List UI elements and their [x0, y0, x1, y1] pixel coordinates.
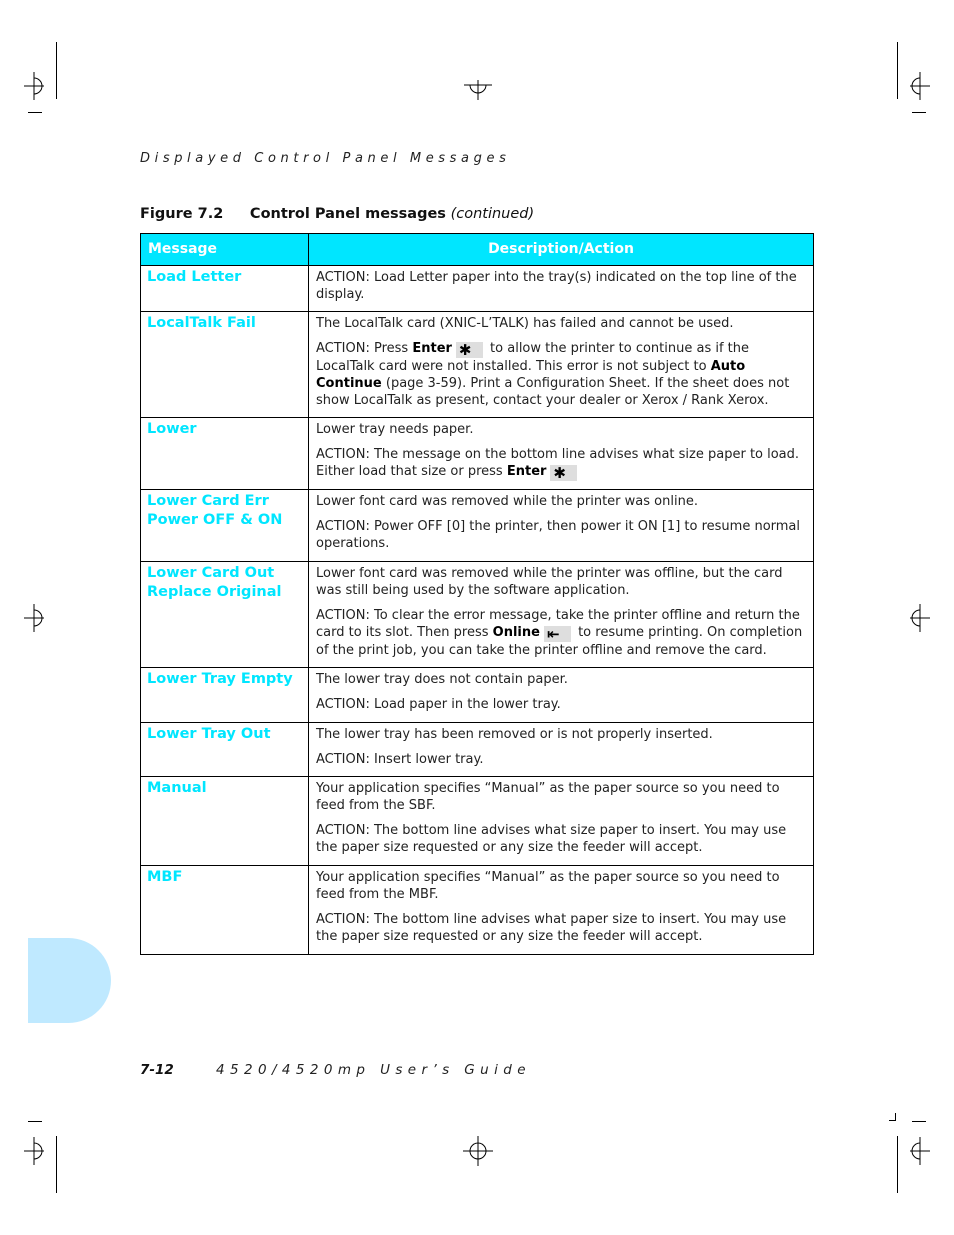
message-cell: [141, 668, 309, 723]
message-name: LocalTalk Fail: [147, 315, 256, 331]
table-row: [141, 490, 814, 562]
table-row: [141, 312, 814, 418]
action-paragraph: ACTION: The bottom line advises what size paper to insert. You may use the paper size requested or any size the feeder will accept.: [316, 823, 787, 855]
description-paragraph: The lower tray has been removed or is not properly inserted.: [316, 727, 713, 742]
action-paragraph: [316, 446, 806, 481]
message-name: Lower: [147, 421, 197, 437]
enter-key-icon: ✱: [550, 465, 577, 481]
message-name: Lower Card Out: [147, 565, 275, 581]
message-name: MBF: [147, 869, 183, 885]
description-cell: [309, 723, 814, 777]
crop-mark: [897, 42, 898, 99]
table-header-row: [141, 234, 814, 266]
table-row: [141, 668, 814, 723]
action-text: ACTION: Press: [316, 341, 413, 356]
description-cell: [309, 418, 814, 490]
message-name-line-2: Replace Original: [147, 584, 282, 600]
action-paragraph: ACTION: Load paper in the lower tray.: [316, 697, 561, 712]
crop-mark: [895, 1113, 896, 1121]
description-paragraph: The lower tray does not contain paper.: [316, 672, 568, 687]
table-row: [141, 562, 814, 668]
figure-caption: [140, 206, 534, 222]
message-cell: [141, 266, 309, 312]
action-paragraph: ACTION: The bottom line advises what paper size to insert. You may use the paper size requested or any size the feeder will accept.: [316, 912, 787, 944]
enter-key-icon: ✱: [456, 342, 483, 358]
message-name: Lower Card Err: [147, 493, 269, 509]
registration-mark-icon: [24, 604, 44, 632]
table-row: [141, 418, 814, 490]
description-paragraph: Your application specifies “Manual” as the paper source so you need to feed from the MBF.: [316, 870, 780, 902]
online-key-label: Online: [492, 625, 540, 640]
action-text: ACTION: The message on the bottom line advises what size paper to load. Either load that size or press: [316, 447, 800, 479]
registration-mark-icon: [910, 604, 930, 632]
message-cell: [141, 490, 309, 562]
message-cell: [141, 562, 309, 668]
crop-mark: [28, 112, 42, 113]
description-cell: [309, 490, 814, 562]
message-cell: [141, 418, 309, 490]
crop-mark: [56, 42, 57, 99]
registration-mark-icon: [24, 72, 44, 100]
description-paragraph: Lower font card was removed while the printer was online.: [316, 494, 698, 509]
registration-mark-icon: [463, 1136, 493, 1166]
figure-title: Control Panel messages: [249, 206, 446, 222]
figure-number: Figure 7.2: [140, 206, 224, 222]
description-paragraph: ACTION: Load Letter paper into the tray(s) indicated on the top line of the display.: [316, 270, 797, 302]
registration-mark-icon: [24, 1137, 44, 1165]
action-text: (page 3-59). Print a Configuration Sheet. If the sheet does not show LocalTalk as present, contact your dealer or Xerox / Rank Xerox.: [316, 376, 790, 408]
description-paragraph: Lower font card was removed while the printer was offline, but the card was still being used by the software application.: [316, 566, 783, 598]
description-cell: [309, 866, 814, 955]
description-cell: [309, 777, 814, 866]
chapter-tab: [28, 938, 111, 1023]
message-name: Lower Tray Empty: [147, 671, 293, 687]
action-paragraph: ACTION: Insert lower tray.: [316, 752, 484, 767]
auto-continue-label: Auto Continue: [316, 359, 746, 391]
description-cell: [309, 266, 814, 312]
crop-mark: [912, 112, 926, 113]
description-cell: [309, 668, 814, 723]
figure-suffix: (continued): [450, 206, 535, 222]
action-paragraph: [316, 607, 806, 659]
crop-mark: [912, 1121, 926, 1122]
enter-key-label: Enter: [412, 341, 452, 356]
crop-mark: [28, 1121, 42, 1122]
message-name: Lower Tray Out: [147, 726, 271, 742]
action-paragraph: ACTION: Power OFF [0] the printer, then power it ON [1] to resume normal operations.: [316, 519, 801, 551]
table-row: [141, 266, 814, 312]
message-cell: [141, 312, 309, 418]
description-cell: [309, 312, 814, 418]
table-row: [141, 866, 814, 955]
description-cell: [309, 562, 814, 668]
online-key-icon: ⇤: [544, 626, 571, 642]
description-paragraph: Lower tray needs paper.: [316, 422, 474, 437]
message-cell: [141, 723, 309, 777]
table-row: [141, 723, 814, 777]
header-description: Description/Action: [309, 234, 814, 266]
message-name-line-2: Power OFF & ON: [147, 512, 283, 528]
registration-mark-icon: [910, 1137, 930, 1165]
registration-mark-icon: [910, 72, 930, 100]
message-name: Manual: [147, 780, 207, 796]
page-number: 7-12: [140, 1062, 174, 1078]
description-paragraph: The LocalTalk card (XNIC-L’TALK) has failed and cannot be used.: [316, 316, 734, 331]
header-message: Message: [141, 234, 309, 266]
running-header: Displayed Control Panel Messages: [140, 151, 511, 166]
description-paragraph: Your application specifies “Manual” as the paper source so you need to feed from the SBF.: [316, 781, 780, 813]
control-panel-messages-table: [140, 233, 814, 955]
message-cell: [141, 777, 309, 866]
action-paragraph: [316, 340, 806, 409]
table-row: [141, 777, 814, 866]
registration-mark-icon: [464, 80, 492, 100]
crop-mark: [897, 1136, 898, 1193]
message-cell: [141, 866, 309, 955]
action-text: to resume printing. On completion of the print job, you can take the printer offline and remove the card.: [316, 625, 803, 658]
action-text: ACTION: To clear the error message, take the printer offline and return the card to its slot. Then press: [316, 608, 800, 640]
enter-key-label: Enter: [506, 464, 547, 479]
message-name: Load Letter: [147, 269, 242, 285]
action-text: to allow the printer to continue as if the LocalTalk card were not installed. This error is not subject to: [316, 341, 750, 374]
guide-title: 4520/4520mp User’s Guide: [216, 1062, 531, 1078]
crop-mark: [56, 1136, 57, 1193]
